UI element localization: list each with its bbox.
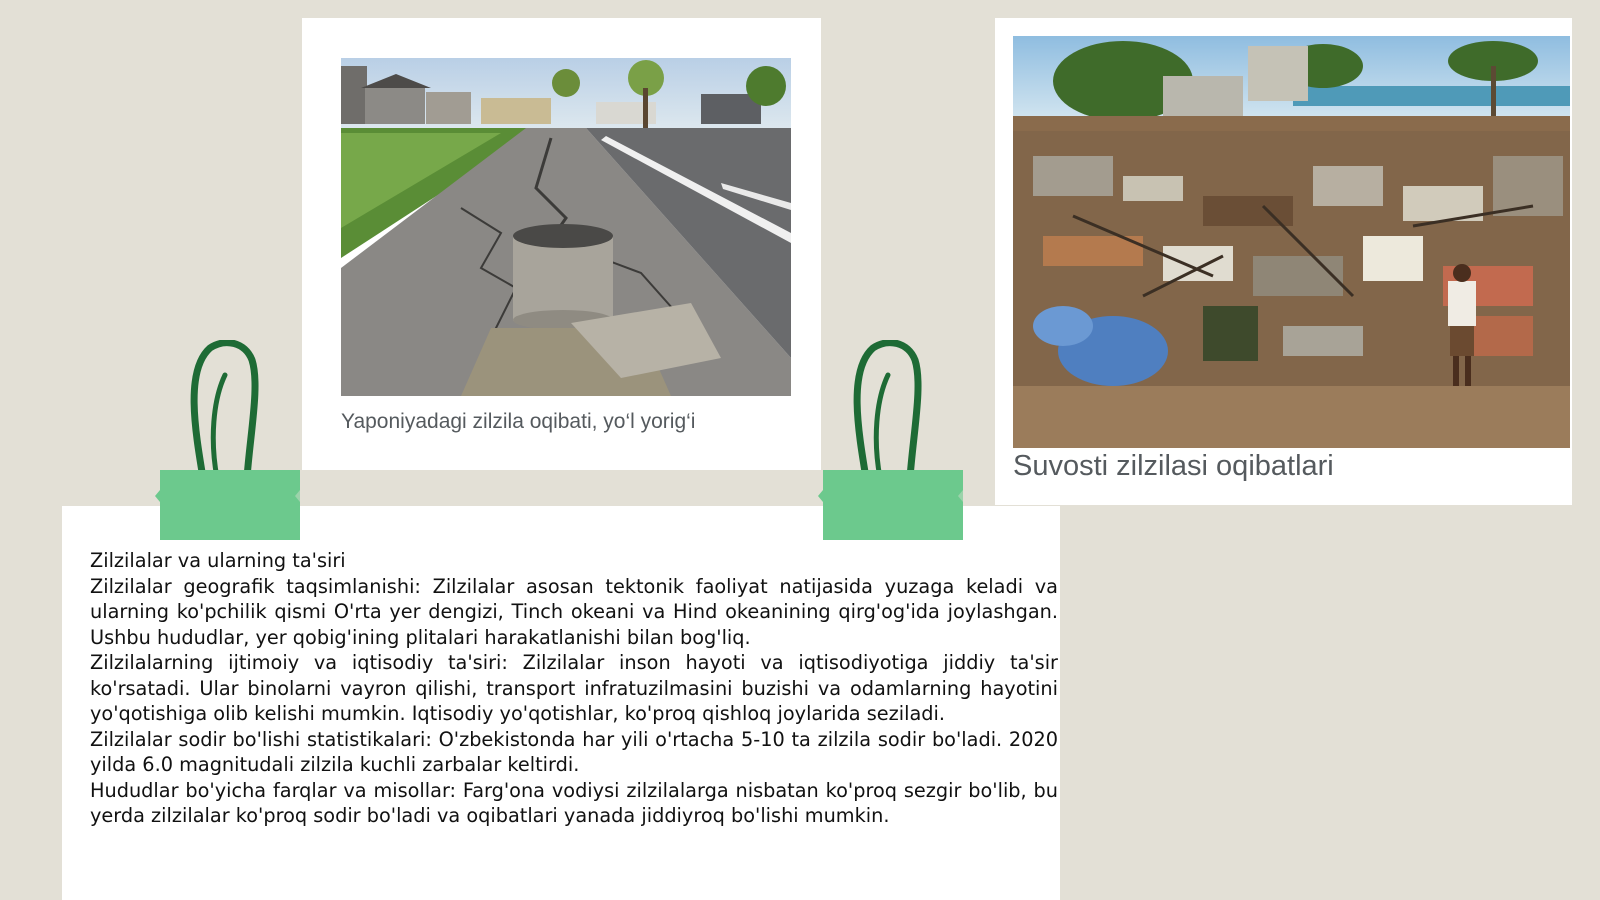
- article-paragraph: Zilzilalarning ijtimoiy va iqtisodiy ta'siri: Zilzilalar inson hayoti va iqtisodiyotiga jiddiy ta'sir ko'rsatadi. Ular binolarni vayron qilishi, transport infratuzilmasini buzishi va odamlarning hayotini yo'qotishiga olib kelishi mumkin. Iqtisodiy yo'qotishlar, ko'proq qishloq joylarida seziladi.: [90, 651, 1058, 725]
- binder-clip-icon: [155, 340, 305, 550]
- article-paragraph: Zilzilalar geografik taqsimlanishi: Zilzilalar asosan tektonik faoliyat natijasida yuzaga keladi va ularning ko'pchilik qismi O'rta yer dengizi, Tinch okeani va Hind okeanining qirg'og'ida joylashgan. Ushbu hududlar, yer qobig'ining plitalari harakatlanishi bilan bog'liq.: [90, 574, 1058, 649]
- article-paragraph: Zilzilalar sodir bo'lishi statistikalari: O'zbekistonda har yili o'rtacha 5-10 ta zilzila sodir bo'ladi. 2020 yilda 6.0 magnitudali zilzila kuchli zarbalar keltirdi.: [90, 727, 1058, 776]
- article-card: [62, 506, 1060, 900]
- article-title: Zilzilalar va ularning ta'siri: [90, 549, 346, 572]
- article-body: [90, 548, 1058, 829]
- photo-caption: Yaponiyadagi zilzila oqibati, yo‘l yorig‘i: [341, 410, 696, 433]
- photo-card-tsunami: [995, 18, 1572, 505]
- article-paragraph: Hududlar bo'yicha farqlar va misollar: Farg'ona vodiysi zilzilalarga nisbatan ko'proq sezgir bo'lib, bu yerda zilzilalar ko'proq sodir bo'ladi va oqibatlari yanada jiddiyroq bo'lishi mumkin.: [90, 778, 1058, 827]
- binder-clip-icon: [818, 340, 968, 550]
- earthquake-road-photo: [341, 58, 791, 396]
- tsunami-debris-photo: [1013, 36, 1570, 448]
- photo-card-road: [302, 18, 821, 470]
- photo-caption: Suvosti zilzilasi oqibatlari: [1013, 450, 1334, 482]
